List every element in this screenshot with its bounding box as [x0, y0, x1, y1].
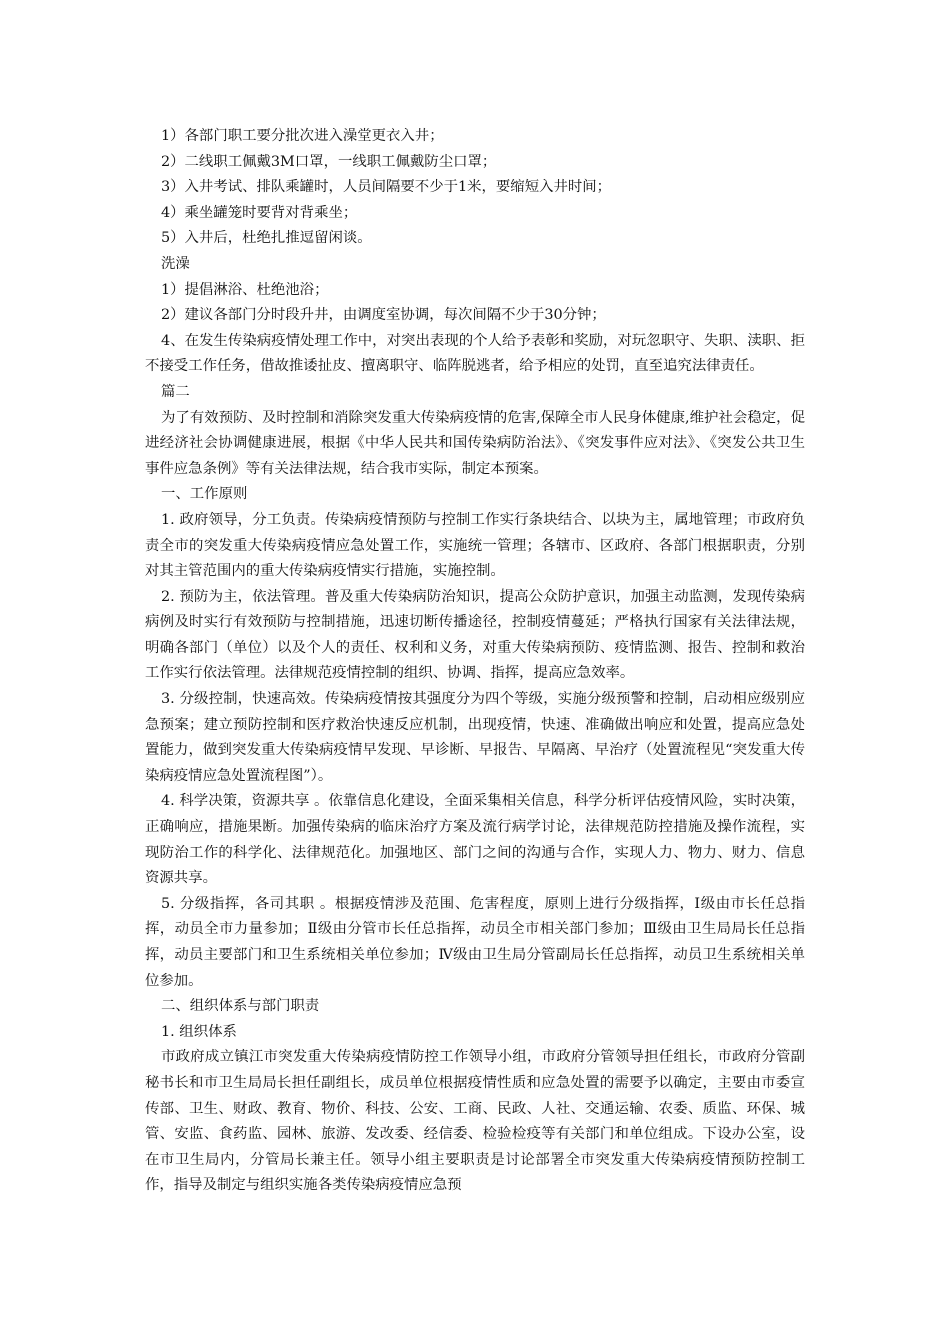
section-heading: 一、工作原则 — [161, 486, 248, 503]
document-page — [145, 124, 805, 1199]
body-paragraph: 5. 分级指挥，各司其职 。根据疫情涉及范围、危害程度，原则上进行分级指挥，Ⅰ级由市长任总指挥，动员全市力量参加；Ⅱ级由分管市长任总指挥，动员全市相关部门参加；Ⅲ级由卫生局局长任总指挥，动员主要部门和卫生系统相关单位参加；Ⅳ级由卫生局分管副局长任总指挥，动员卫生系统相关单位参加。 — [145, 895, 805, 989]
list-item: 2）建议各部门分时段升井，由调度室协调，每次间隔不少于30分钟； — [161, 307, 606, 324]
body-paragraph: 为了有效预防、及时控制和消除突发重大传染病疫情的危害,保障全市人民身体健康,维护社会稳定，促进经济社会协调健康进展，根据《中华人民共和国传染病防治法》、《突发事件应对法》、《突发公共卫生事件应急条例》等有关法律法规，结合我市实际，制定本预案。 — [145, 409, 805, 477]
list-item: 4）乘坐罐笼时要背对背乘坐； — [161, 204, 358, 221]
body-paragraph: 3. 分级控制，快速高效。传染病疫情按其强度分为四个等级，实施分级预警和控制，启动相应级别应急预案；建立预防控制和医疗救治快速反应机制，出现疫情，快速、准确做出响应和处置，提高应急处置能力，做到突发重大传染病疫情早发现、早诊断、早报告、早隔离、早治疗（处置流程见“突发重大传染病疫情应急处置流程图”）。 — [145, 691, 805, 784]
list-item: 2）二线职工佩戴3M口罩，一线职工佩戴防尘口罩； — [161, 153, 497, 170]
section-heading: 洗澡 — [161, 255, 190, 272]
body-paragraph: 2. 预防为主，依法管理。普及重大传染病防治知识，提高公众防护意识，加强主动监测，发现传染病病例及时实行有效预防与控制措施，迅速切断传播途径，控制疫情蔓延；严格执行国家有关法律法规，明确各部门（单位）以及个人的责任、权利和义务，对重大传染病预防、疫情监测、报告、控制和救治工作实行依法管理。法律规范疫情控制的组织、协调、指挥，提高应急效率。 — [145, 588, 805, 682]
body-paragraph: 4、在发生传染病疫情处理工作中，对突出表现的个人给予表彰和奖励，对玩忽职守、失职、渎职、拒不接受工作任务，借故推诿扯皮、擅离职守、临阵脱逃者，给予相应的处罚，直至追究法律责任。 — [145, 332, 805, 375]
subsection-heading: 1. 组织体系 — [161, 1023, 237, 1040]
section-heading: 篇二 — [161, 383, 190, 400]
section-heading: 二、组织体系与部门职责 — [161, 998, 320, 1015]
list-item: 3）入井考试、排队乘罐时，人员间隔要不少于1米，要缩短入井时间； — [161, 179, 612, 196]
body-paragraph: 4. 科学决策，资源共享 。依靠信息化建设，全面采集相关信息，科学分析评估疫情风险，实时决策，正确响应，措施果断。加强传染病的临床治疗方案及流行病学讨论，法律规范防控措施及操作流程，实现防治工作的科学化、法律规范化。加强地区、部门之间的沟通与合作，实现人力、物力、财力、信息资源共享。 — [145, 793, 805, 887]
body-paragraph: 1. 政府领导，分工负责。传染病疫情预防与控制工作实行条块结合、以块为主，属地管理；市政府负责全市的突发重大传染病疫情应急处置工作，实施统一管理；各辖市、区政府、各部门根据职责，分别对其主管范围内的重大传染病疫情实行措施，实施控制。 — [145, 511, 805, 580]
list-item: 1）提倡淋浴、杜绝池浴； — [161, 281, 329, 298]
list-item: 5）入井后，杜绝扎推逗留闲谈。 — [161, 230, 372, 247]
list-item: 1）各部门职工要分批次进入澡堂更衣入井； — [161, 128, 444, 144]
body-paragraph: 市政府成立镇江市突发重大传染病疫情防控工作领导小组，市政府分管领导担任组长，市政府分管副秘书长和市卫生局局长担任副组长，成员单位根据疫情性质和应急处置的需要予以确定，主要由市委宣传部、卫生、财政、教育、物价、科技、公安、工商、民政、人社、交通运输、农委、质监、环保、城管、安监、食药监、园林、旅游、发改委、经信委、检验检疫等有关部门和单位组成。下设办公室，设在市卫生局内，分管局长兼主任。领导小组主要职责是讨论部署全市突发重大传染病疫情预防控制工作，指导及制定与组织实施各类传染病疫情应急预 — [145, 1049, 805, 1194]
